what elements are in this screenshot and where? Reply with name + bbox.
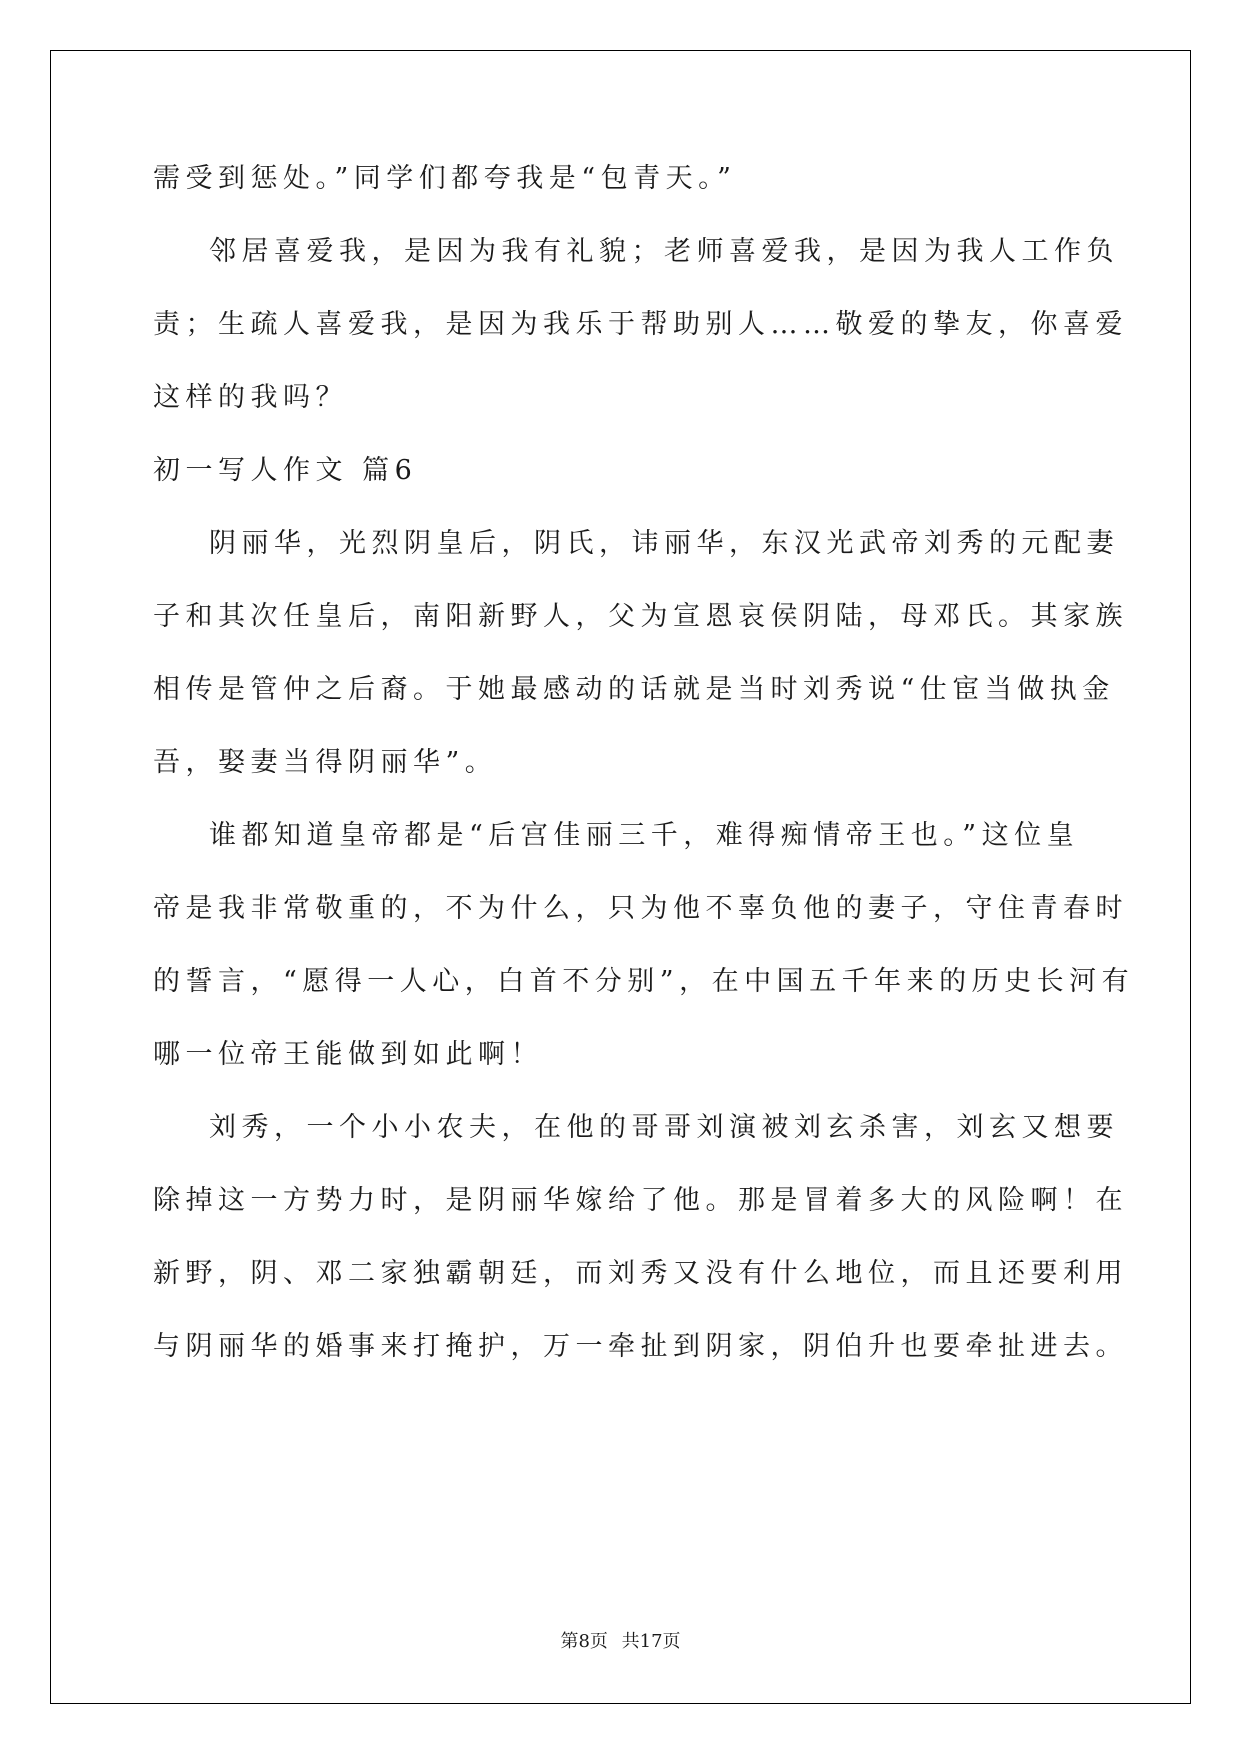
page-border xyxy=(50,50,1191,1704)
page-number: 第8页 xyxy=(560,1631,608,1652)
text-line: 新野，阴、邓二家独霸朝廷，而刘秀又没有什么地位，而且还要利用 xyxy=(153,1258,1128,1289)
text-line: 的誓言，“愿得一人心，白首不分别”，在中国五千年来的历史长河有 xyxy=(153,966,1135,997)
text-line: 这样的我吗？ xyxy=(153,382,348,413)
text-line: 需受到惩处。”同学们都夸我是“包青天。” xyxy=(153,163,737,194)
text-line: 谁都知道皇帝都是“后宫佳丽三千，难得痴情帝王也。”这位皇 xyxy=(209,820,1080,851)
text-line: 哪一位帝王能做到如此啊！ xyxy=(153,1039,543,1070)
text-line: 阴丽华，光烈阴皇后，阴氏，讳丽华，东汉光武帝刘秀的元配妻 xyxy=(209,528,1119,559)
text-line: 帝是我非常敬重的，不为什么，只为他不辜负他的妻子，守住青春时 xyxy=(153,893,1128,924)
text-line: 与阴丽华的婚事来打掩护，万一牵扯到阴家，阴伯升也要牵扯进去。 xyxy=(153,1331,1128,1362)
text-line: 子和其次任皇后，南阳新野人，父为宣恩哀侯阴陆，母邓氏。其家族 xyxy=(153,601,1128,632)
text-line: 相传是管仲之后裔。于她最感动的话就是当时刘秀说“仕宦当做执金 xyxy=(153,674,1115,705)
section-heading: 初一写人作文 篇6 xyxy=(153,455,418,486)
text-line: 除掉这一方势力时，是阴丽华嫁给了他。那是冒着多大的风险啊！在 xyxy=(153,1185,1128,1216)
page-footer xyxy=(0,1627,1241,1653)
text-line: 刘秀，一个小小农夫，在他的哥哥刘演被刘玄杀害，刘玄又想要 xyxy=(209,1112,1119,1143)
page-total: 共17页 xyxy=(621,1631,681,1652)
text-line: 责；生疏人喜爱我，是因为我乐于帮助别人……敬爱的挚友，你喜爱 xyxy=(153,309,1128,340)
text-line: 吾，娶妻当得阴丽华”。 xyxy=(153,747,498,778)
text-line: 邻居喜爱我，是因为我有礼貌；老师喜爱我，是因为我人工作负 xyxy=(209,236,1119,267)
